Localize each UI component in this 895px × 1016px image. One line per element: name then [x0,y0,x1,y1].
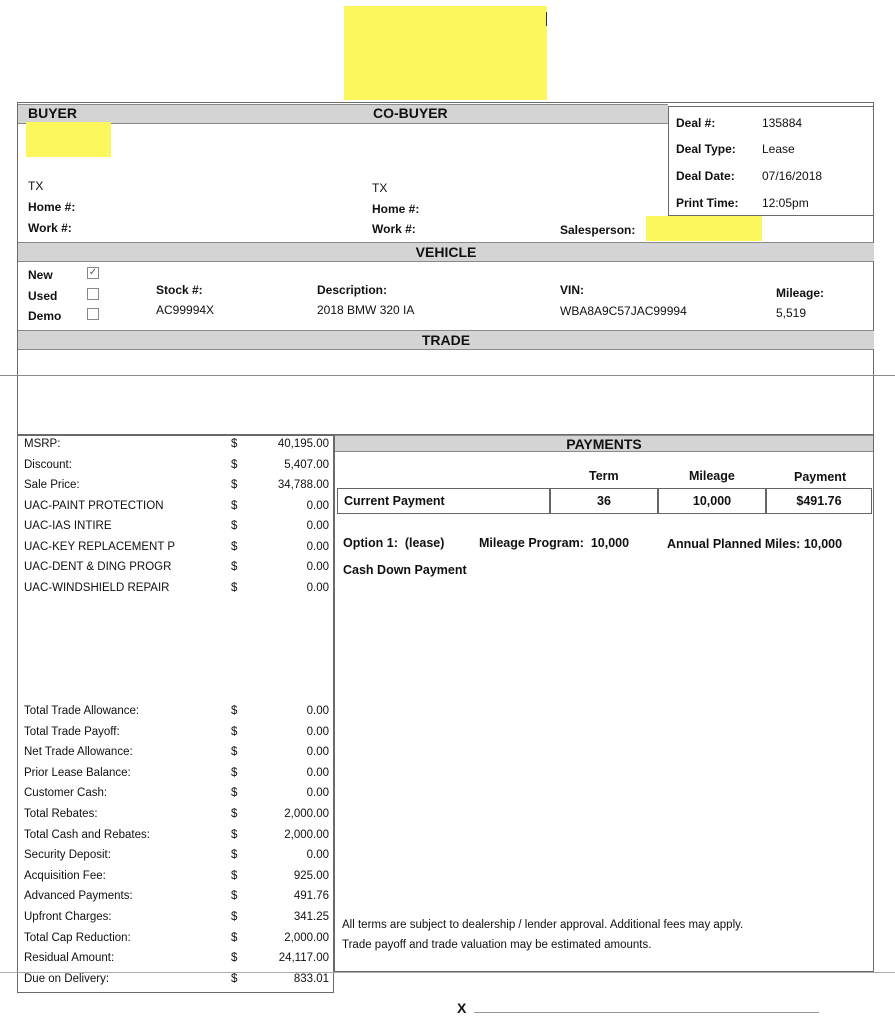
pricing-row-label: Security Deposit: [24,849,111,862]
payments-title: PAYMENTS [566,436,642,452]
condition-used-label: Used [28,289,58,303]
print-time-label: Print Time: [676,196,739,210]
deal-date-label: Deal Date: [676,169,735,183]
currency-sign: $ [231,911,238,923]
mileage-cell: 10,000 [658,488,766,514]
pricing-row-label: Sale Price: [24,479,80,491]
buyer-home-label: Home #: [28,200,76,214]
pricing-row-label: Residual Amount: [24,952,115,965]
currency-sign: $ [231,869,238,882]
signature-x: X [457,1000,467,1016]
pricing-row [24,479,329,500]
currency-sign: $ [231,746,238,759]
redacted-buyer-name [26,122,111,157]
cobuyer-state: TX [372,181,388,195]
signature-line[interactable] [474,1012,819,1013]
pricing-row-value: 0.00 [306,766,329,779]
currency-sign: $ [231,849,238,862]
pricing-row-value: 925.00 [293,869,329,882]
currency-sign: $ [231,808,238,820]
pricing-row-value: 0.00 [306,746,329,759]
description-value: 2018 BMW 320 IA [317,303,415,317]
disclaimer-line-1: All terms are subject to dealership / lender approval. Additional fees may apply. [342,919,744,931]
pricing-row-label: UAC-PAINT PROTECTION [24,499,164,512]
pricing-row-label: Discount: [24,458,72,471]
condition-new-label: New [28,268,53,282]
col-term-header: Term [589,469,619,483]
option-type: (lease) [404,536,445,550]
currency-sign: $ [231,972,238,985]
currency-sign: $ [231,931,238,944]
pricing-row-label: Due on Delivery: [24,972,110,985]
logo-edge-line [546,12,547,26]
col-mileage-header: Mileage [689,469,735,483]
currency-sign: $ [231,725,238,738]
pricing-row [24,459,329,480]
pricing-row [24,808,329,829]
pricing-row-value: 0.00 [306,787,329,800]
pricing-row [24,541,329,562]
deal-no-label: Deal #: [676,116,716,130]
buyer-state: TX [28,179,44,193]
pricing-row-label: Upfront Charges: [24,911,112,923]
pricing-row [24,746,329,767]
annual-miles [667,537,842,551]
mileage-label: Mileage: [776,286,825,300]
deal-no: 135884 [762,116,803,130]
currency-sign: $ [231,828,238,841]
pricing-row-label: Total Trade Allowance: [24,705,140,717]
cobuyer-label: CO-BUYER [373,105,448,121]
pricing-row [24,520,329,541]
pricing-row-value: 2,000.00 [284,931,329,944]
pricing-row [24,973,329,994]
pricing-row-value: 0.00 [306,540,329,553]
pricing-row-label: UAC-IAS INTIRE [24,520,112,532]
mileage-program-label: Mileage Program: [479,536,584,550]
pricing-row [24,952,329,973]
currency-sign: $ [231,952,238,965]
pricing-row-value: 5,407.00 [284,458,329,471]
pricing-row-label: Total Cash and Rebates: [24,828,150,841]
pricing-row-value: 40,195.00 [277,438,329,450]
bottom-scan-line [0,972,895,973]
pricing-row-label: Total Trade Payoff: [24,725,120,738]
col-payment-header: Payment [794,470,847,484]
currency-sign: $ [231,787,238,800]
condition-demo-checkbox[interactable] [87,308,99,320]
currency-sign: $ [231,540,238,553]
pricing-row-value: 2,000.00 [284,828,329,841]
deal-type: Lease [762,142,795,156]
pricing-row [24,561,329,582]
pricing-row-value: 0.00 [306,849,329,862]
pricing-row-value: 34,788.00 [277,479,329,491]
salesperson-label: Salesperson: [560,223,636,237]
payments-frame [334,435,874,972]
pricing-row-label: UAC-DENT & DING PROGR [24,561,172,573]
pricing-row [24,705,329,726]
currency-sign: $ [231,561,238,573]
pricing-row-value: 0.00 [306,499,329,512]
pricing-row [24,726,329,747]
cobuyer-home-label: Home #: [372,202,420,216]
pricing-row [24,829,329,850]
currency-sign: $ [231,581,238,594]
vin-value: WBA8A9C57JAC99994 [560,304,687,318]
print-time: 12:05pm [762,196,809,210]
pricing-row-value: 341.25 [293,911,329,923]
description-label: Description: [317,283,388,297]
pricing-row [24,767,329,788]
current-payment-label-cell [337,488,550,514]
pricing-row [24,849,329,870]
pricing-row-value: 2,000.00 [284,808,329,820]
currency-sign: $ [231,479,238,491]
pricing-row-label: MSRP: [24,438,61,450]
pricing-row-value: 0.00 [306,705,329,717]
buyer-work-label: Work #: [28,221,72,235]
pricing-row-label: Acquisition Fee: [24,869,106,882]
currency-sign: $ [231,890,238,903]
pricing-row-value: 0.00 [306,725,329,738]
mileage-value: 5,519 [776,306,807,320]
vin-label: VIN: [560,283,584,297]
trade-title: TRADE [421,332,471,348]
pricing-row-value: 833.01 [293,972,329,985]
pricing-row [24,787,329,808]
pricing-row-value: 0.00 [306,581,329,594]
currency-sign: $ [231,499,238,512]
term-cell: 36 [550,488,658,514]
pricing-row-label: Prior Lease Balance: [24,766,131,779]
currency-sign: $ [231,520,238,532]
pricing-row [24,438,329,459]
mileage-program-value: 10,000 [590,536,630,550]
redacted-dealer-logo [344,6,547,100]
condition-new-checkbox[interactable]: ✓ [88,267,98,278]
stock-value: AC99994X [156,303,215,317]
pricing-row [24,870,329,891]
deal-date: 07/16/2018 [762,169,823,183]
currency-sign: $ [231,458,238,471]
disclaimer-line-2: Trade payoff and trade valuation may be estimated amounts. [342,939,652,951]
pricing-row-label: UAC-KEY REPLACEMENT P [24,540,176,553]
currency-sign: $ [231,705,238,717]
current-payment-label: Current Payment [344,494,445,508]
cobuyer-work-label: Work #: [372,222,416,236]
pricing-row-label: UAC-WINDSHIELD REPAIR [24,581,170,594]
pricing-row-value: 0.00 [306,520,329,532]
currency-sign: $ [231,438,238,450]
cash-down-label: Cash Down Payment [343,563,467,577]
pricing-row-label: Total Rebates: [24,808,98,820]
payments-band [335,435,873,452]
buyer-label: BUYER [28,105,78,121]
pricing-row [24,911,329,932]
pricing-row [24,890,329,911]
pricing-row-label: Advanced Payments: [24,890,133,903]
vehicle-title: VEHICLE [415,244,477,260]
page-scan-line [0,375,895,376]
pricing-row-value: 491.76 [293,890,329,903]
pricing-row-value: 24,117.00 [278,952,329,965]
mileage-program [479,536,629,550]
currency-sign: $ [231,766,238,779]
pricing-row [24,582,329,603]
annual-miles-value: 10,000 [803,537,843,551]
condition-demo-label: Demo [28,309,62,323]
vehicle-band [18,242,874,262]
pricing-row-label: Customer Cash: [24,787,108,800]
option-label [343,536,444,550]
trade-band [18,330,874,350]
pricing-row [24,932,329,953]
redacted-salesperson [646,216,762,241]
party-header-band [18,104,668,124]
condition-used-checkbox[interactable] [87,288,99,300]
pricing-row-label: Net Trade Allowance: [24,746,133,759]
pricing-row [24,500,329,521]
stock-label: Stock #: [156,283,203,297]
pricing-row-label: Total Cap Reduction: [24,931,131,944]
annual-miles-label: Annual Planned Miles: [667,537,801,551]
option-number: Option 1: [343,536,398,550]
pricing-row-value: 0.00 [306,561,329,573]
deal-type-label: Deal Type: [676,142,736,156]
payment-cell: $491.76 [766,488,872,514]
